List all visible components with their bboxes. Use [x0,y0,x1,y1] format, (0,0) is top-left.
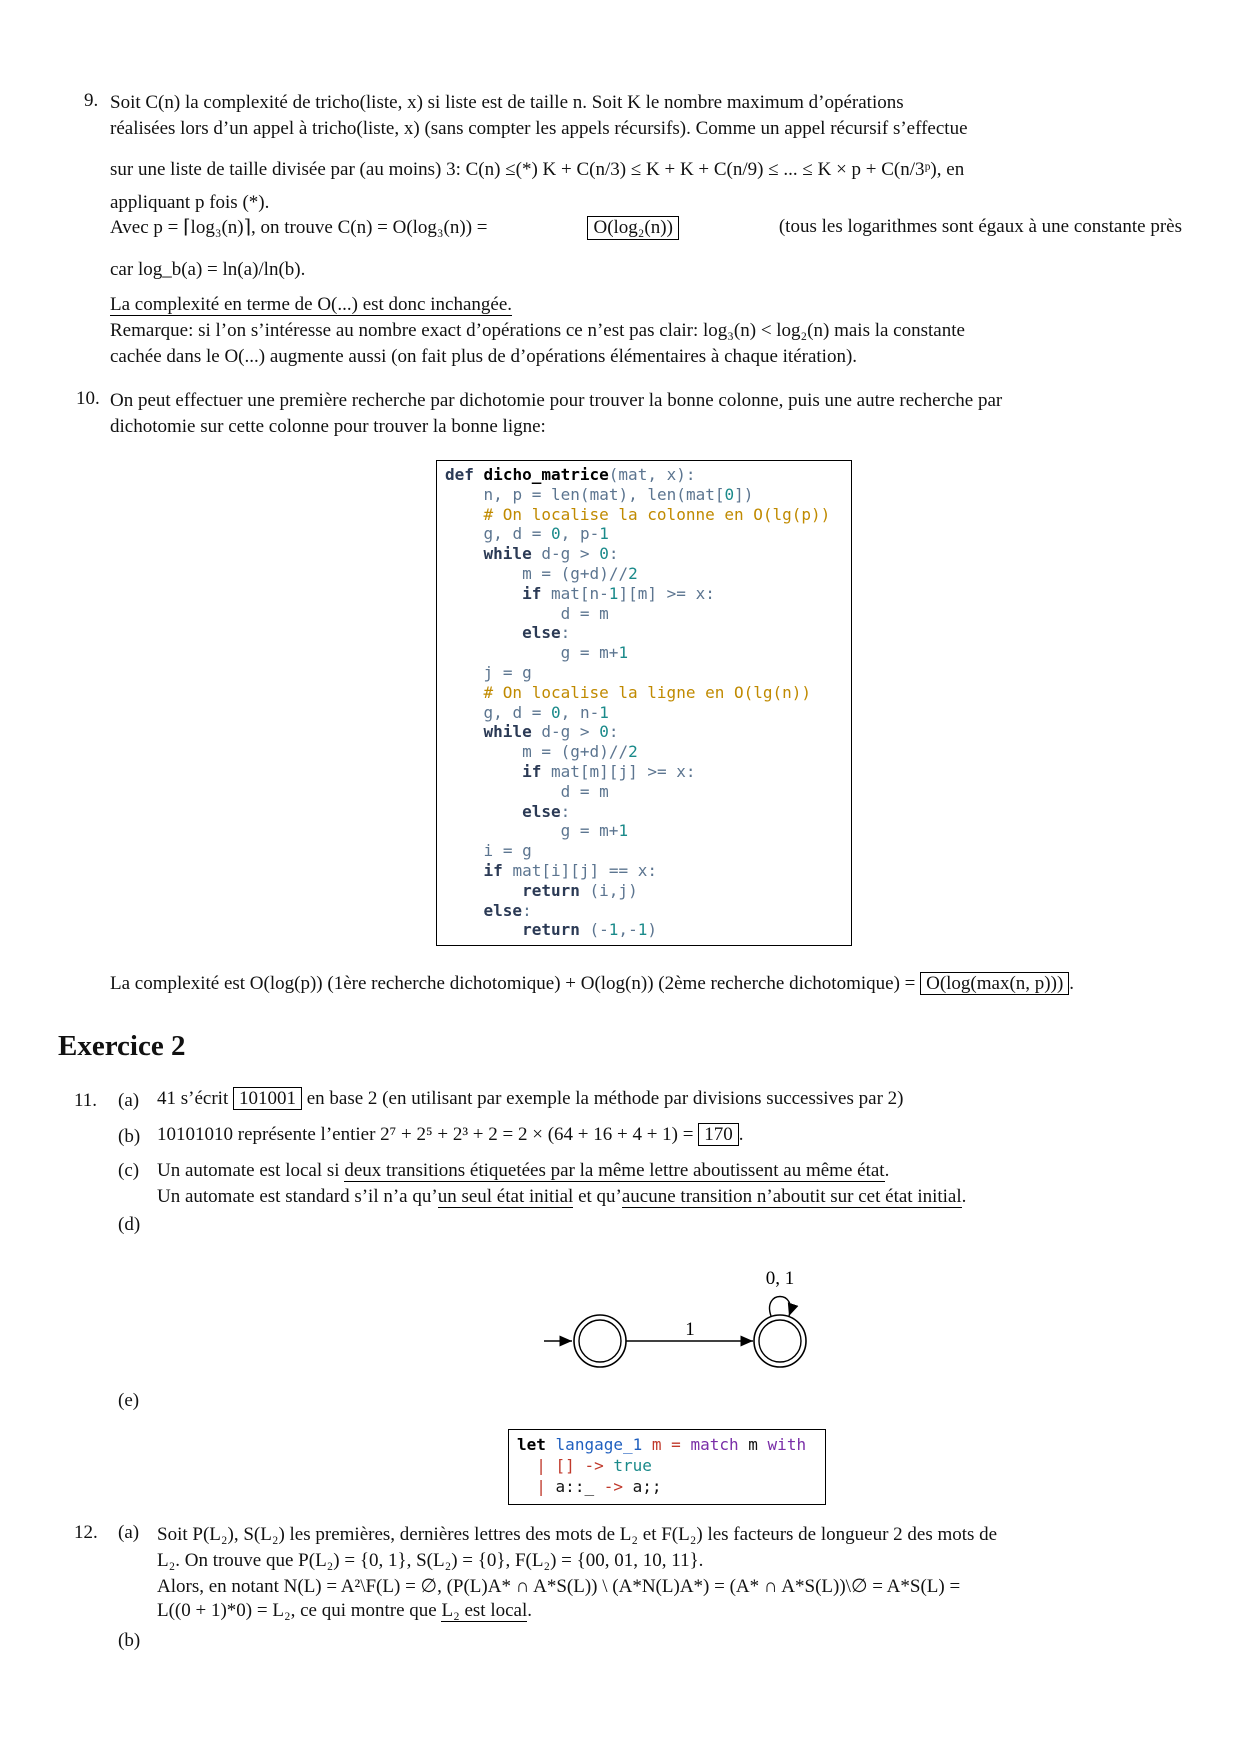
python-code-line: return (-1,-1) [522,920,657,940]
q11-c-line-2 [157,1186,966,1208]
q11-a-label: (a) [118,1090,140,1111]
ocaml-pattern-cons: a::_ [555,1477,595,1496]
exercise-2-title: Exercice 2 [58,1030,186,1062]
q11-d-label: (d) [118,1214,141,1235]
ocaml-arrow-2: -> [603,1477,623,1496]
python-code-line: m = (g+d)//2 [522,563,638,583]
self-loop-label: 0, 1 [765,1268,795,1289]
q10-line-1: On peut effectuer une première recherche par dichotomie pour trouver la bonne colonne, puis une autre recherche par [110,390,1003,411]
q11-c-standard-no-transition: aucune transition n’aboutit sur cet état initial [621,1186,962,1207]
q9-line-2: réalisées lors d’un appel à tricho(liste, x) (sans compter les appels récursifs). Comme un appel récursif s’effectue [110,118,968,139]
python-code-line: else: [483,900,532,920]
python-code-line: # On localise la colonne en O(lg(p)) [483,504,831,524]
q11-c-line-1 [157,1160,889,1182]
ocaml-pattern-empty: [] [555,1456,575,1475]
q12-a-line-4 [157,1600,532,1622]
q9-number: 9. [84,90,99,111]
q12-b-label: (b) [118,1630,141,1651]
q11-e-label: (e) [118,1390,140,1411]
ocaml-code-block [508,1429,826,1505]
q9-line-3: sur une liste de taille divisée par (au moins) 3: C(n) ≤(*) K + C(n/3) ≤ K + K + C(n/9) ≤ ... ≤ K × p + C(n/3ᵖ), en [110,159,965,180]
q9-line-4: appliquant p fois (*). [110,192,270,213]
q12-number: 12. [74,1522,98,1543]
q11-c-line-2-pre: Un automate est standard s’il n’a qu’ [157,1186,438,1207]
transition-label: 1 [685,1319,695,1340]
q11-b-pre: 10101010 représente l’entier 2⁷ + 2⁵ + 2³ + 2 = 2 × (64 + 16 + 4 + 1) = [157,1124,694,1145]
q11-b-post: . [738,1124,744,1145]
q11-a-box: 101001 [233,1087,302,1110]
python-code-line: g = m+1 [560,643,629,663]
ocaml-line-3 [517,1476,817,1497]
automaton-diagram [530,1250,820,1380]
ocaml-line-1 [517,1434,817,1455]
q11-c-local-definition: deux transitions étiquetées par la même lettre aboutissent au même état [344,1160,885,1181]
q9-line-9: cachée dans le O(...) augmente aussi (on fait plus de d’opérations élémentaires à chaque itération). [110,346,858,367]
python-code-line: def dicho_matrice(mat, x): [445,465,696,484]
python-code-line: i = g [483,841,532,861]
q12-a-line-4-post: . [527,1600,532,1621]
q12-a-line-4-pre: L((0 + 1)*0) = L₂, ce qui montre que [157,1600,437,1621]
q11-a [157,1088,903,1110]
python-code-line: g, d = 0, n-1 [483,702,609,722]
q11-b-box: 170 [698,1123,739,1146]
python-code-line: if mat[m][j] >= x: [522,761,696,781]
python-code-line: else: [522,801,571,821]
q11-number: 11. [74,1090,98,1111]
python-code-line: j = g [483,662,532,682]
ocaml-let: let [517,1435,546,1454]
q11-c-line-2-post: . [961,1186,967,1207]
python-code-line: if mat[i][j] == x: [483,860,658,880]
q11-c-line-2-mid: et qu’ [573,1186,622,1207]
python-code-line: if mat[n-1][m] >= x: [522,583,715,603]
q12-a-label: (a) [118,1522,140,1543]
q12-a-line-3: Alors, en notant N(L) = A²\F(L) = ∅, (P(L)A* ∩ A*S(L)) \ (A*N(L)A*) = (A* ∩ A*S(L))\∅ = A*S(L) = [157,1576,961,1597]
q12-a-conclusion: L₂ est local [441,1600,528,1621]
q10-complexity [110,973,1074,995]
ocaml-with: with [767,1435,807,1454]
q9-line-5 [110,216,1182,240]
python-code-line: # On localise la ligne en O(lg(n)) [483,682,812,702]
q9-line-5-post: (tous les logarithmes sont égaux à une constante près [778,216,1182,237]
self-loop-edge [770,1297,791,1317]
python-code-line: d = m [560,603,609,623]
q12-a-line-1: Soit P(L₂), S(L₂) les premières, dernières lettres des mots de L₂ et F(L₂) les facteurs de longueur 2 des mots de [157,1524,998,1545]
ocaml-eq: = [671,1435,681,1454]
q11-c-standard-initial: un seul état initial [437,1186,574,1207]
ocaml-m: m [748,1435,758,1454]
q10-complexity-pre: La complexité est O(log(p)) (1ère recherche dichotomique) + O(log(n)) (2ème recherche dichotomique) = [110,973,916,994]
q10-complexity-post: . [1069,973,1075,994]
q12-a-line-2: L₂. On trouve que P(L₂) = {0, 1}, S(L₂) = {0}, F(L₂) = {00, 01, 10, 11}. [157,1550,704,1571]
q10-complexity-box: O(log(max(n, p))) [920,972,1069,995]
q9-result-box: O(log₂(n)) [587,216,678,240]
python-code-block [436,460,852,946]
q11-a-post: en base 2 (en utilisant par exemple la méthode par divisions successives par 2) [306,1088,904,1109]
q9-line-1: Soit C(n) la complexité de tricho(liste, x) si liste est de taille n. Soit K le nombre maximum d’opérations [110,92,904,113]
ocaml-bar-2: | [536,1477,546,1496]
state-final [754,1315,806,1367]
python-code-line: else: [522,623,571,643]
q11-a-pre: 41 s’écrit [157,1088,229,1109]
ocaml-true: true [613,1456,652,1475]
python-code-line: while d-g > 0: [483,544,619,564]
ocaml-fn-name: langage_1 [555,1435,643,1454]
python-code-line: g = m+1 [560,821,629,841]
q10-line-2: dichotomie sur cette colonne pour trouver la bonne ligne: [110,416,546,437]
python-code-line: n, p = len(mat), len(mat[0]) [483,484,754,504]
python-code-line: d = m [560,781,609,801]
q9-line-7 [110,294,512,316]
python-code-line: return (i,j) [522,880,638,900]
ocaml-bar-1: | [536,1456,546,1475]
ocaml-arrow-1: -> [584,1456,604,1475]
q9-line-5-pre: Avec p = ⌈log₃(n)⌉, on trouve C(n) = O(log₃(n)) = [110,217,488,238]
ocaml-match: match [690,1435,739,1454]
q11-b [157,1124,743,1146]
q10-number: 10. [76,388,100,409]
ocaml-result-a: a;; [632,1477,662,1496]
q11-c-line-1-post: . [884,1160,890,1181]
ocaml-arg: m [651,1435,662,1454]
python-code-line: g, d = 0, p-1 [483,524,609,544]
q9-conclusion: La complexité en terme de O(...) est donc inchangée. [110,294,512,315]
ocaml-line-2 [517,1455,817,1476]
q11-c-label: (c) [118,1160,140,1181]
q11-b-label: (b) [118,1126,141,1147]
q9-line-6: car log_b(a) = ln(a)/ln(b). [110,259,306,280]
q9-line-8: Remarque: si l’on s’intéresse au nombre exact d’opérations ce n’est pas clair: log₃(n) < log₂(n) mais la constante [110,320,965,341]
state-initial [574,1315,626,1367]
q11-c-line-1-pre: Un automate est local si [157,1160,340,1181]
python-code-line: m = (g+d)//2 [522,742,638,762]
python-code-line: while d-g > 0: [483,722,619,742]
